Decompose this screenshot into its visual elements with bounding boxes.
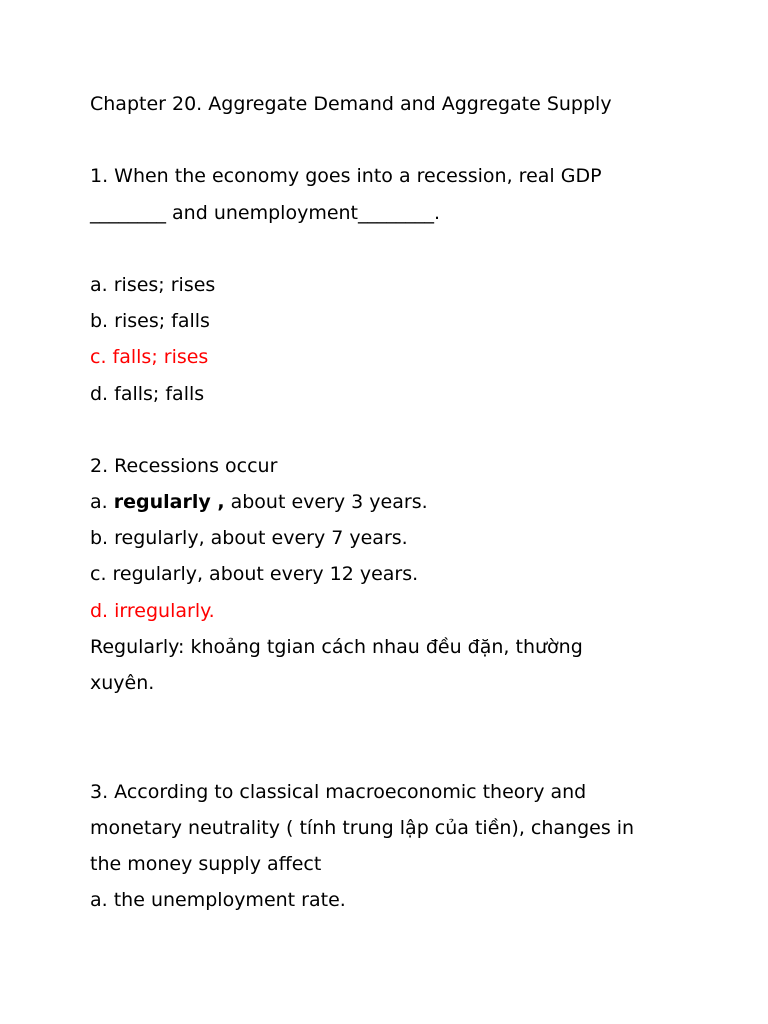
question-2-note-line-2: xuyên. (90, 672, 155, 694)
spacer (90, 412, 690, 448)
document-page (90, 86, 690, 918)
question-1-option-d: d. falls; falls (90, 382, 205, 405)
question-2-option-d-correct: d. irregularly. (90, 599, 215, 622)
question-1-stem-line-2: ________ and unemployment________. (90, 201, 441, 224)
question-2-option-b: b. regularly, about every 7 years. (90, 527, 408, 550)
question-2-option-c: c. regularly, about every 12 years. (90, 563, 419, 586)
question-1-option-b: b. rises; falls (90, 310, 210, 333)
question-1-stem-line-1: 1. When the economy goes into a recession, real GDP (90, 165, 602, 188)
option-a-bold-term: regularly , (113, 491, 225, 514)
option-a-prefix: a. (90, 491, 114, 514)
question-2-note-line-1: Regularly: khoảng tgian cách nhau đều đặn, thường (90, 635, 583, 658)
spacer (90, 231, 690, 267)
question-3-stem-line-3: the money supply affect (90, 852, 322, 875)
chapter-title: Chapter 20. Aggregate Demand and Aggregate Supply (90, 93, 612, 115)
question-3-stem-line-2: monetary neutrality ( tính trung lập của tiền), changes in (90, 816, 635, 839)
spacer (90, 701, 690, 773)
question-2-stem: 2. Recessions occur (90, 454, 278, 477)
question-1-option-c-correct: c. falls; rises (90, 346, 209, 369)
question-1-option-a: a. rises; rises (90, 273, 216, 296)
question-3-stem-line-1: 3. According to classical macroeconomic theory and (90, 780, 587, 803)
question-2-option-a (90, 484, 690, 520)
option-a-suffix: about every 3 years. (224, 491, 428, 514)
question-3-option-a: a. the unemployment rate. (90, 889, 346, 912)
spacer (90, 122, 690, 158)
